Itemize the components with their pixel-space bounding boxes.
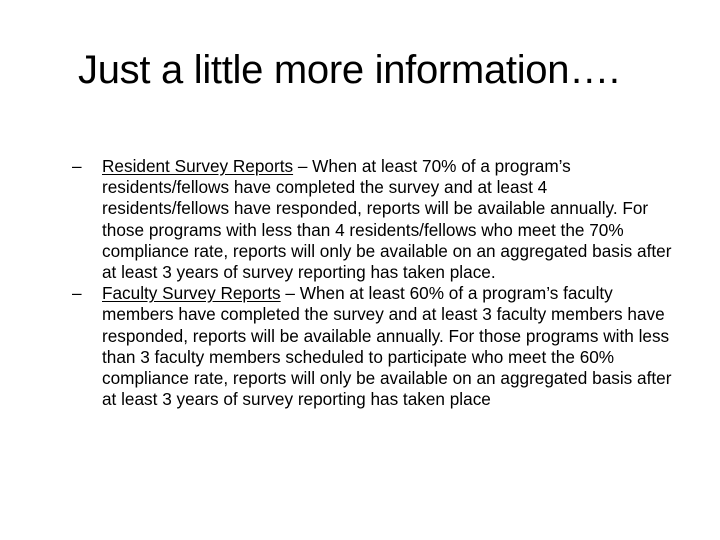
bullet-text: – When at least 70% of a program’s residents/fellows have completed the survey and at least 4 residents/fellows have responded, reports will be available annually. For those programs with less than 4 residents/fellows who meet the 70% compliance rate, reports will only be available on an aggregated basis after at least 3 years of survey reporting has taken place. [102, 156, 672, 283]
bullet-heading: Resident Survey Reports [102, 156, 294, 176]
bullet-heading: Faculty Survey Reports [102, 283, 281, 304]
list-item-resident-survey-reports [72, 156, 672, 283]
bullet-dash: – [72, 283, 82, 304]
slide-title: Just a little more information…. [78, 48, 620, 92]
bullet-list [72, 156, 672, 410]
bullet-text: – When at least 60% of a program’s faculty members have completed the survey and at least 3 faculty members have responded, reports will be available annually. For those programs with less than 3 faculty members scheduled to participate who meet the 60% compliance rate, reports will only be available on an aggregated basis after at least 3 years of survey reporting has taken place [102, 283, 672, 410]
bullet-dash: – [72, 156, 82, 176]
list-item-faculty-survey-reports [72, 283, 672, 410]
